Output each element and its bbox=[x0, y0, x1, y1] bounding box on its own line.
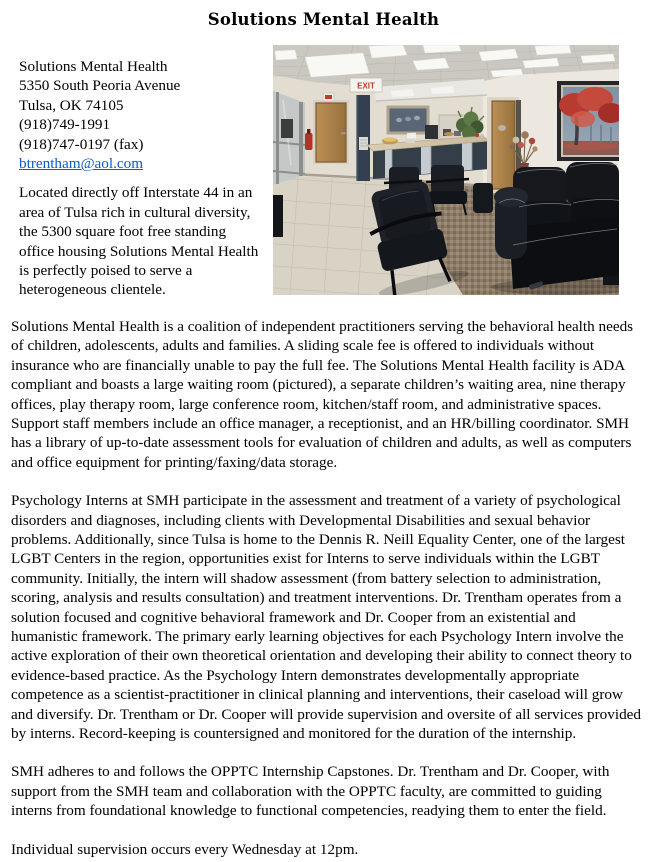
glass-wall bbox=[273, 91, 305, 185]
intro-paragraph: Located directly off Interstate 44 in an area of Tulsa rich in cultural diversity, the 5300 square foot free standing office housing Solutions Mental Health is perfectly poised to serve a heterogeneous clientele. bbox=[19, 184, 259, 299]
contact-phone: (918)749-1991 bbox=[19, 116, 111, 134]
email-link[interactable]: btrentham@aol.com bbox=[19, 155, 144, 173]
contact-address1: 5350 South Peoria Avenue bbox=[19, 77, 181, 95]
contact-address2: Tulsa, OK 74105 bbox=[19, 96, 124, 114]
wall-display bbox=[281, 119, 293, 138]
contact-name: Solutions Mental Health bbox=[19, 58, 168, 75]
waiting-room-photo-svg bbox=[273, 45, 619, 295]
reception-artwork bbox=[388, 107, 428, 133]
contact-column bbox=[11, 45, 263, 300]
page-title: Solutions Mental Health bbox=[207, 10, 440, 29]
guest-chair-3-partial bbox=[473, 183, 493, 213]
top-section bbox=[11, 45, 646, 300]
door-sign bbox=[498, 125, 506, 131]
svg-text:EXIT: EXIT bbox=[357, 81, 375, 91]
paragraph-capstones: SMH adheres to and follows the OPPTC Internship Capstones. Dr. Trentham and Dr. Cooper, with support from the SMH team and collaboration with the OPPTC faculty, are committed to guiding interns from foundational knowledge to functional competencies, readying them to enter the field. bbox=[11, 763, 610, 820]
door-handle bbox=[341, 132, 346, 134]
red-tree-painting bbox=[557, 81, 619, 161]
paragraph-facility: Solutions Mental Health is a coalition of independent practitioners serving the behavioral health needs of children, adolescents, adults and families. A sliding scale fee is offered to individuals without insurance who are financially unable to pay the full fee. The Solutions Mental Health facility is ADA compliant and boasts a large waiting room (pictured), a separate children’s waiting area, nine therapy offices, play therapy room, large conference room, kitchen/staff room, and administrative spaces. Support staff members include an office manager, a receptionist, and an HR/billing coordinator. SMH has a library of up-to-date assessment tools for evaluation of children and adults, as well as computers and office equipment for printing/faxing/data storage. bbox=[11, 317, 634, 471]
paragraph-supervision: Individual supervision occurs every Wednesday at 12pm. bbox=[11, 840, 359, 858]
waiting-room-photo bbox=[273, 45, 619, 295]
counter-papers bbox=[407, 133, 416, 139]
reception-column bbox=[357, 95, 370, 181]
paragraph-interns: Psychology Interns at SMH participate in the assessment and treatment of a variety of psychological disorders and diagnoses, including clients with Developmental Disabilities and sexual behavior problems. Additionally, since Tulsa is home to the Dennis R. Neill Equality Center, one of the largest LGBT Centers in the region, opportunities exist for Interns to serve individuals within the LGBT community. Initially, the intern will shadow assessment (from battery selection to administration, scoring, analysis and results consultation) and treatment interventions. Dr. Trentham operates from a solution focused and cognitive behavioral framework and Dr. Cooper from an existential and humanistic framework. The primary early learning objectives for each Psychology Intern involve the active exploration of their own theoretical orientation and developing their ability to connect theory to evidence-based practice. As the Psychology Intern demonstrates developmentally appropriate competence as a scientist-practitioner in clinical planning and interventions, their caseload will grow and diversify. Dr. Trentham or Dr. Cooper will provide supervision and oversite of all services provided by interns. Record-keeping is countersigned and monitored for the duration of the internship. bbox=[11, 492, 642, 742]
body-text bbox=[11, 317, 646, 859]
left-door bbox=[313, 100, 349, 164]
contact-fax: (918)747-0197 (fax) bbox=[19, 135, 144, 153]
brochure-rack bbox=[359, 137, 368, 150]
contact-block bbox=[19, 57, 263, 173]
reception-monitor bbox=[425, 125, 438, 139]
edge-chair-partial bbox=[273, 195, 283, 237]
